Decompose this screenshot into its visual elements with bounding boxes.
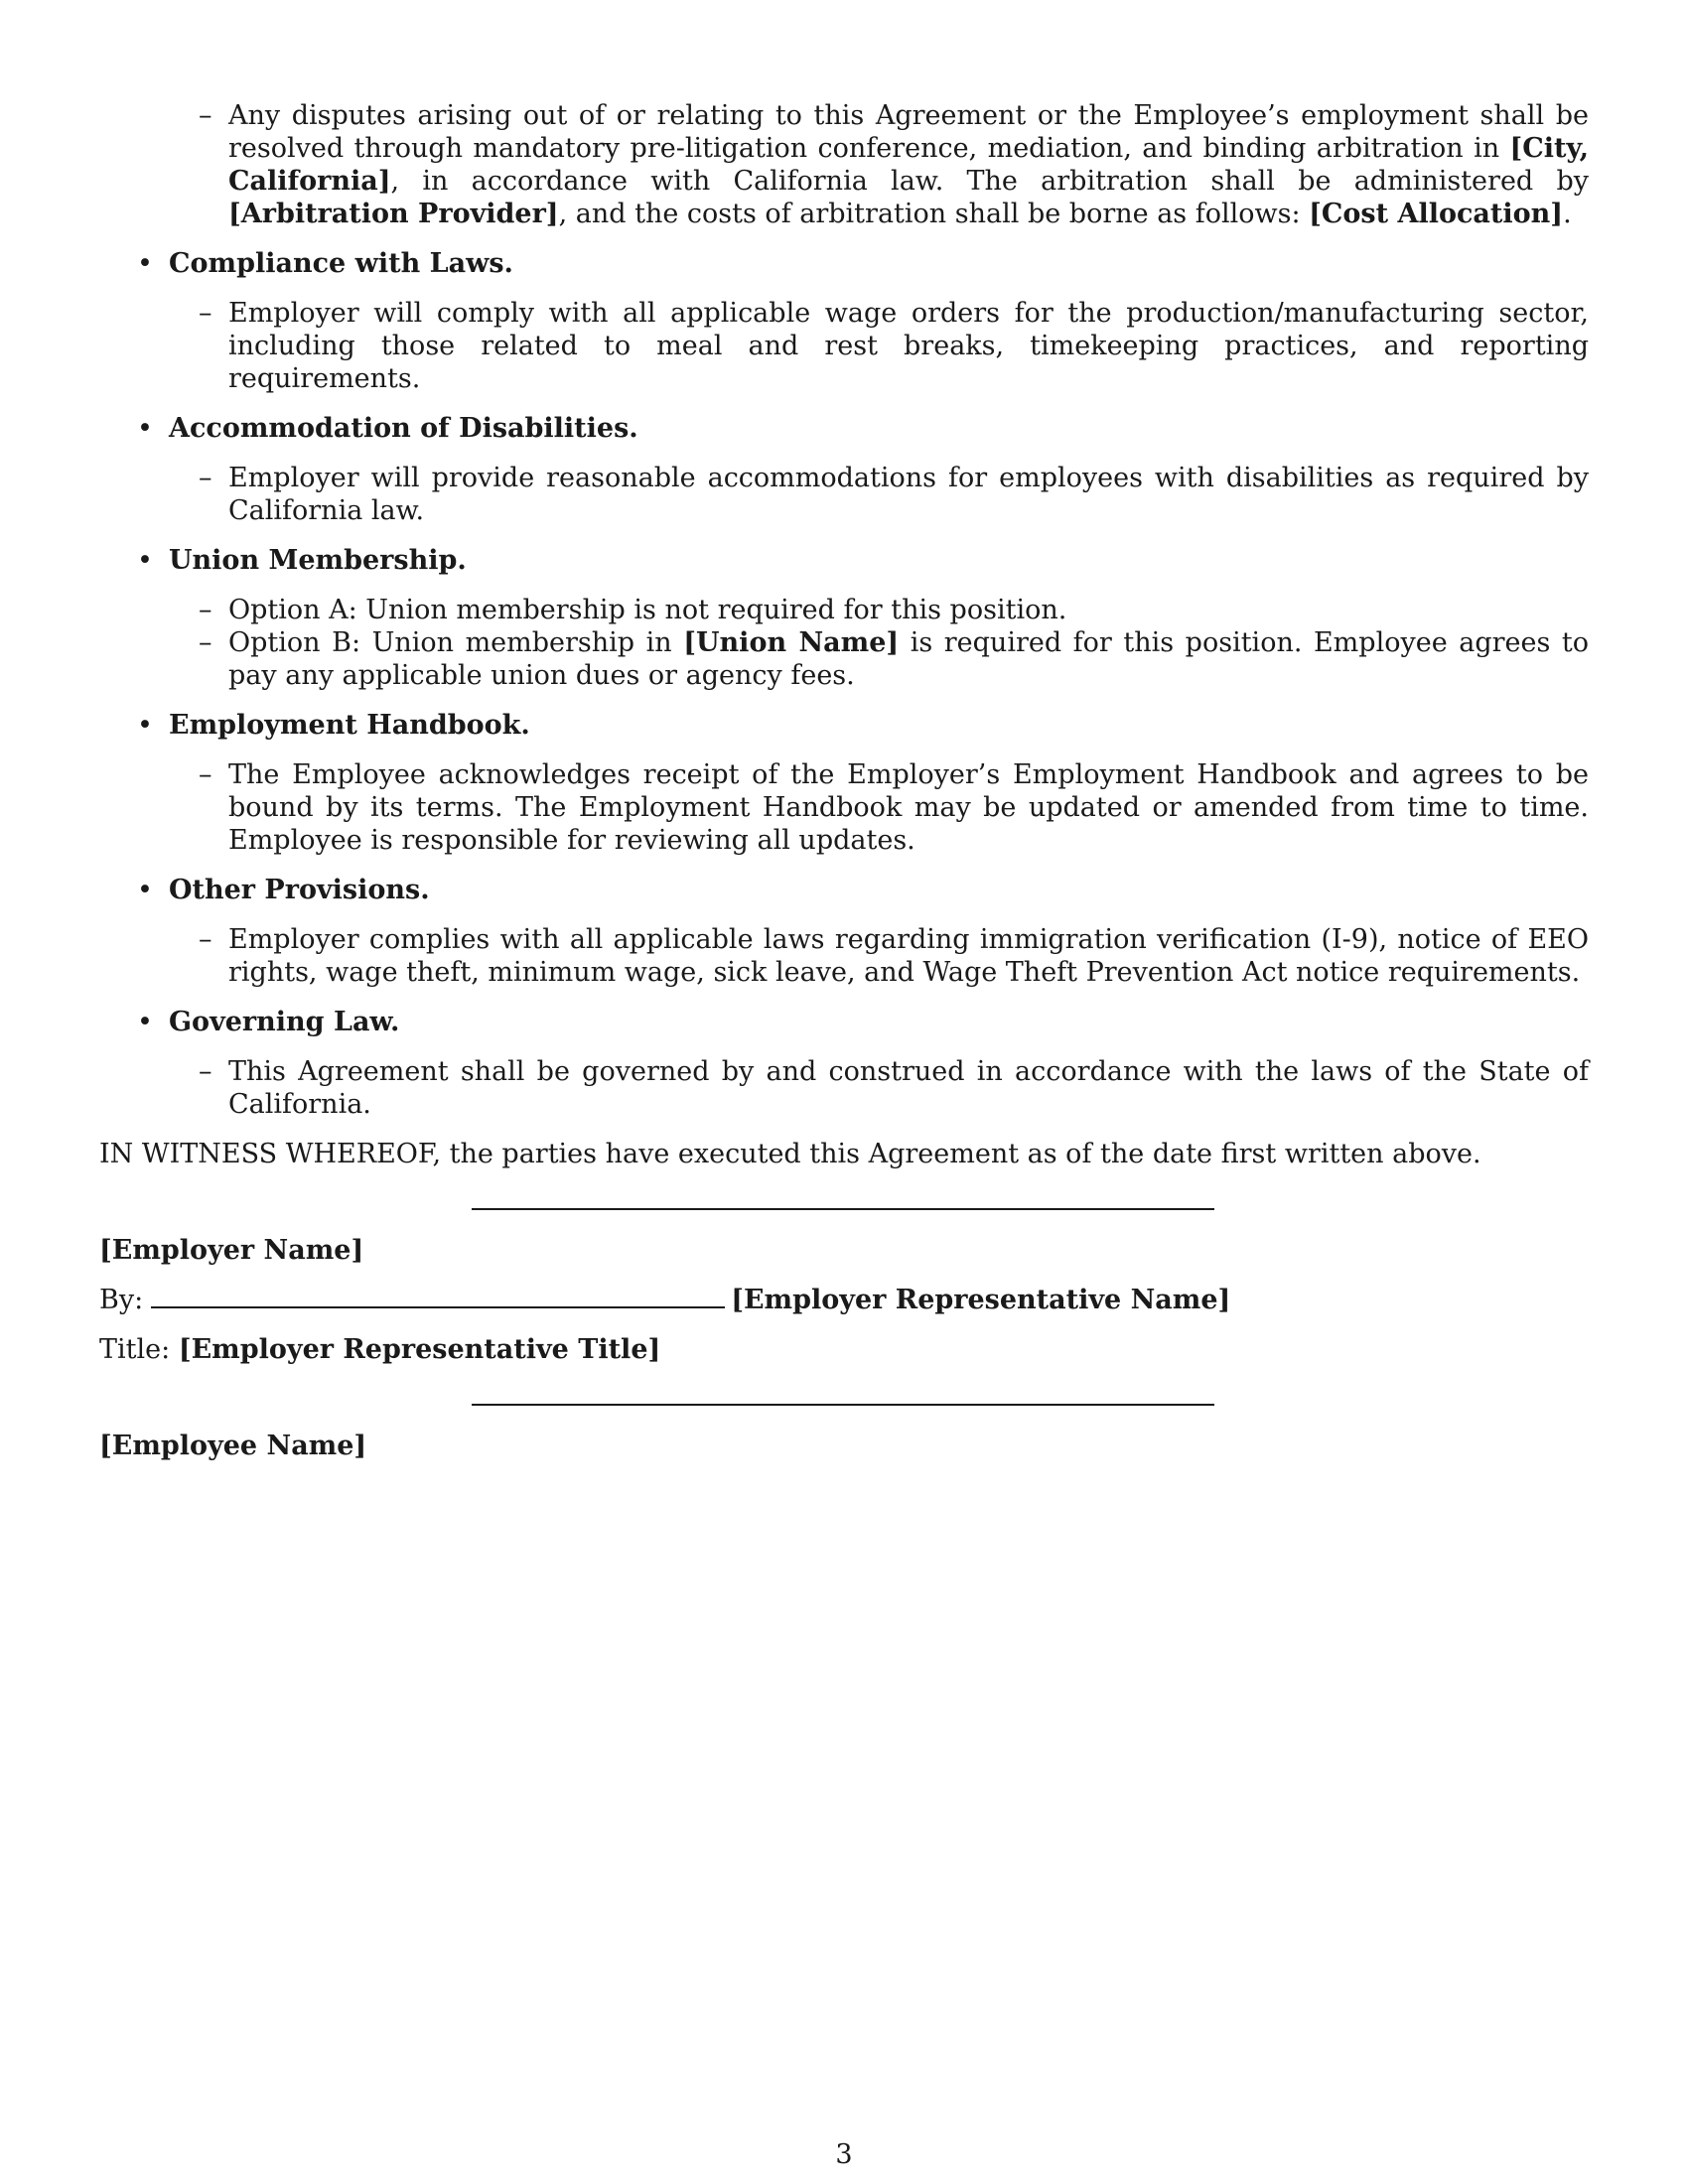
title-row [99, 1333, 1589, 1366]
by-signature-blank[interactable] [151, 1285, 725, 1308]
by-row [99, 1284, 1589, 1316]
section-heading-handbook: • Employment Handbook. [137, 710, 530, 741]
arbitration-clause: – Any disputes arising out of or relating to this Agreement or the Employee’s employment shall be resolved through mandatory pre-litigation conference, mediation, and binding arbitration in [City, California], in accordance with California law. The arbitration shall be administered by [Arbitration Provider], and the costs of arbitration shall be borne as follows: [Cost Allocation]. [199, 100, 1589, 229]
page-number: 3 [835, 2139, 853, 2170]
witness-statement: IN WITNESS WHEREOF, the parties have executed this Agreement as of the date first written above. [99, 1139, 1481, 1169]
other-text: – Employer complies with all applicable laws regarding immigration verification (I-9), notice of EEO rights, wage theft, minimum wage, sick leave, and Wage Theft Prevention Act notice requirements. [199, 924, 1589, 988]
title-label: Title: [99, 1334, 171, 1365]
section-heading-accommodation: • Accommodation of Disabilities. [137, 413, 638, 444]
employee-signature-line[interactable] [472, 1404, 1214, 1406]
accommodation-text: – Employer will provide reasonable accommodations for employees with disabilities as required by California law. [199, 463, 1589, 526]
section-heading-other: • Other Provisions. [137, 875, 430, 905]
employer-name-placeholder: [Employer Name] [99, 1235, 364, 1266]
rep-name-placeholder: [Employer Representative Name] [731, 1285, 1231, 1315]
employee-name-placeholder: [Employee Name] [99, 1431, 367, 1461]
section-heading-union: • Union Membership. [137, 545, 467, 576]
compliance-text: – Employer will comply with all applicable wage orders for the production/manufacturing sector, including those related to meal and rest breaks, timekeeping practices, and reporting requirements. [199, 298, 1589, 394]
employer-signature-line[interactable] [472, 1208, 1214, 1210]
document-body [99, 99, 1589, 1462]
handbook-text: – The Employee acknowledges receipt of the Employer’s Employment Handbook and agrees to be bound by its terms. The Employment Handbook may be updated or amended from time to time. Employee is responsible for reviewing all updates. [199, 759, 1589, 856]
union-option-b: – Option B: Union membership in [Union Name] is required for this position. Employee agrees to pay any applicable union dues or agency fees. [199, 627, 1589, 691]
city-placeholder: [City, California] [228, 133, 1589, 197]
section-heading-compliance: • Compliance with Laws. [137, 248, 513, 279]
union-name-placeholder: [Union Name] [683, 627, 900, 658]
by-label: By: [99, 1285, 144, 1315]
cost-allocation-placeholder: [Cost Allocation] [1309, 199, 1564, 229]
governing-text: – This Agreement shall be governed by and construed in accordance with the laws of the State of California. [199, 1056, 1589, 1120]
arbitration-provider-placeholder: [Arbitration Provider] [228, 199, 559, 229]
union-option-a: – Option A: Union membership is not required for this position. [199, 595, 1067, 625]
rep-title-placeholder: [Employer Representative Title] [178, 1334, 661, 1365]
section-heading-governing: • Governing Law. [137, 1007, 400, 1037]
